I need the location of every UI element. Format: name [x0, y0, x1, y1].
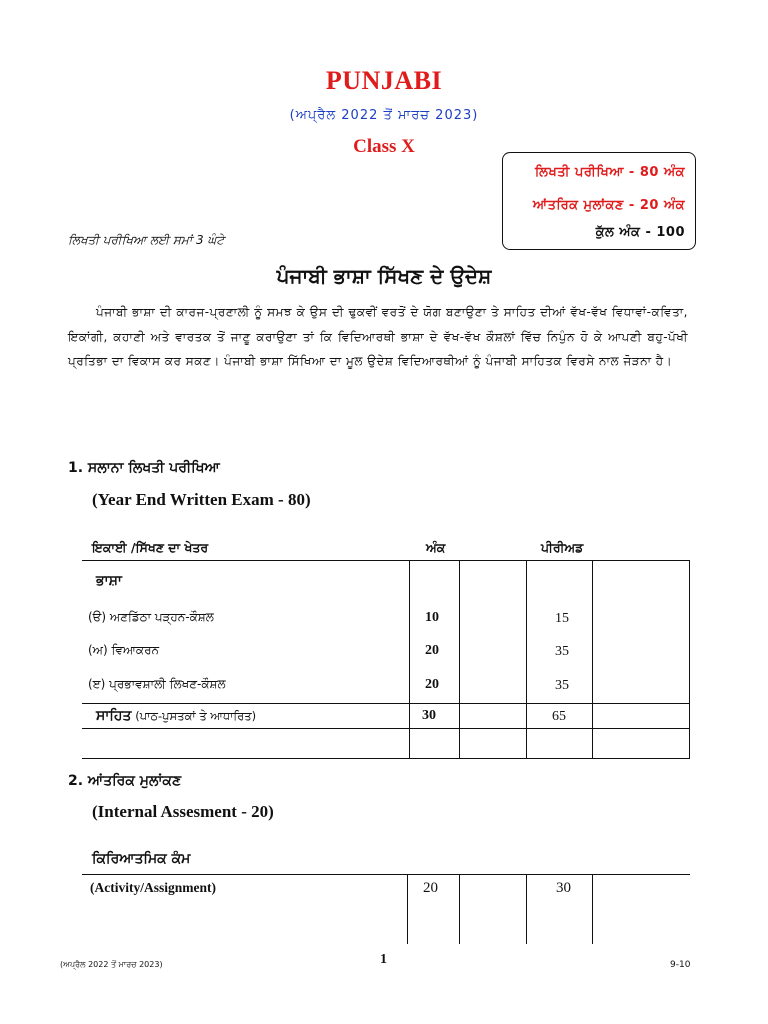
- table-col-line: [409, 560, 410, 758]
- literature-label-note: (ਪਾਠ-ਪੁਸਤਕਾਂ ਤੇ ਆਧਾਰਿਤ): [135, 709, 257, 723]
- table-col-line: [689, 560, 690, 758]
- literature-label: [96, 708, 256, 724]
- table-rule: [82, 758, 690, 759]
- col-head-periods: ਪੀਰੀਅਡ: [541, 540, 584, 555]
- footer-code: 9-10: [670, 960, 691, 970]
- table-col-line: [459, 560, 460, 758]
- table-col-line: [526, 874, 527, 944]
- table-row-label: (ਅ) ਵਿਆਕਰਨ: [88, 643, 160, 657]
- table-rule: [82, 728, 690, 729]
- table-row-marks: 10: [425, 610, 439, 625]
- col-head-unit: ਇਕਾਈ /ਸਿੱਖਣ ਦਾ ਖੇਤਰ: [92, 540, 209, 555]
- table-row-label: (ੳ) ਅਣਡਿੱਠਾ ਪੜ੍ਹਨ-ਕੌਸ਼ਲ: [88, 610, 214, 624]
- class-label: Class X: [353, 136, 415, 157]
- section1-subtitle: (Year End Written Exam - 80): [92, 490, 311, 509]
- table-row-marks: 20: [425, 643, 439, 658]
- table-rule: [82, 703, 690, 704]
- literature-label-main: ਸਾਹਿਤ: [96, 708, 132, 724]
- table-row-periods: 35: [555, 678, 569, 693]
- section2-subtitle: (Internal Assesment - 20): [92, 802, 274, 821]
- literature-periods: 65: [552, 709, 566, 724]
- table-row-marks: 20: [425, 677, 439, 692]
- table-col-line: [459, 874, 460, 944]
- table-rule: [82, 874, 690, 875]
- total-marks: ਕੁੱਲ ਅੰਕ - 100: [595, 225, 685, 240]
- table-row-periods: 15: [555, 611, 569, 626]
- written-marks: ਲਿਖਤੀ ਪਰੀਖਿਆ - 80 ਅੰਕ: [534, 165, 685, 180]
- objectives-paragraph: ਪੰਜਾਬੀ ਭਾਸ਼ਾ ਦੀ ਕਾਰਜ-ਪ੍ਰਣਾਲੀ ਨੂੰ ਸਮਝ ਕੇ ਉਸ ਦੀ ਢੁਕਵੀਂ ਵਰਤੋਂ ਦੇ ਯੋਗ ਬਣਾਉਣਾ ਤੇ ਸਾਹਿਤ ਦੀਆਂ ਵੱਖ-ਵੱਖ ਵਿਧਾਵਾਂ-ਕਵਿਤਾ, ਇਕਾਂਗੀ, ਕਹਾਣੀ ਅਤੇ ਵਾਰਤਕ ਤੋਂ ਜਾਣੂ ਕਰਾਉਣਾ ਤਾਂ ਕਿ ਵਿਦਿਆਰਥੀ ਭਾਸ਼ਾ ਦੇ ਵੱਖ-ਵੱਖ ਕੌਸ਼ਲਾਂ ਵਿੱਚ ਨਿਪੁੰਨ ਹੋ ਕੇ ਆਪਣੀ ਬਹੁ-ਪੱਖੀ ਪ੍ਰਤਿਭਾ ਦਾ ਵਿਕਾਸ ਕਰ ਸਕਣ। ਪੰਜਾਬੀ ਭਾਸ਼ਾ ਸਿੱਖਿਆ ਦਾ ਮੂਲ ਉਦੇਸ਼ ਵਿਦਿਆਰਥੀਆਂ ਨੂੰ ਪੰਜਾਬੀ ਸਾਹਿਤਕ ਵਿਰਸੇ ਨਾਲ ਜੋੜਨਾ ਹੈ।: [68, 305, 688, 368]
- table-col-line: [407, 874, 408, 944]
- activity-marks: 20: [423, 880, 438, 896]
- session-dates: (ਅਪ੍ਰੈਲ 2022 ਤੋਂ ਮਾਰਚ 2023): [289, 108, 479, 123]
- table-col-line: [592, 560, 593, 758]
- literature-marks: 30: [422, 708, 436, 723]
- language-label: ਭਾਸ਼ਾ: [96, 573, 122, 589]
- col-head-marks: ਅੰਕ: [426, 540, 446, 555]
- activity-label: (Activity/Assignment): [90, 880, 216, 895]
- table-row-label: (ੲ) ਪ੍ਰਭਾਵਸ਼ਾਲੀ ਲਿਖਣ-ਕੌਸ਼ਲ: [88, 677, 226, 691]
- activity-heading: ਕਿਰਿਆਤਮਿਕ ਕੰਮ: [92, 851, 191, 867]
- activity-periods: 30: [556, 880, 571, 896]
- marks-summary-box: [502, 152, 696, 250]
- page-number: 1: [380, 952, 387, 967]
- exam-time-note: ਲਿਖਤੀ ਪਰੀਖਿਆ ਲਈ ਸਮਾਂ 3 ਘੰਟੇ: [68, 233, 225, 247]
- table-rule: [82, 560, 690, 561]
- page-title: PUNJABI: [325, 66, 443, 95]
- table-col-line: [592, 874, 593, 944]
- section1-title: 1. ਸਲਾਨਾ ਲਿਖਤੀ ਪਰੀਖਿਆ: [68, 460, 220, 476]
- section2-title: 2. ਆਂਤਰਿਕ ਮੁਲਾਂਕਣ: [68, 773, 182, 789]
- footer-session: (ਅਪ੍ਰੈਲ 2022 ਤੋਂ ਮਾਰਚ 2023): [60, 960, 163, 969]
- table-row-periods: 35: [555, 644, 569, 659]
- internal-marks: ਆਂਤਰਿਕ ਮੁਲਾਂਕਣ - 20 ਅੰਕ: [532, 198, 685, 213]
- table-col-line: [526, 560, 527, 758]
- objectives-heading: ਪੰਜਾਬੀ ਭਾਸ਼ਾ ਸਿੱਖਣ ਦੇ ਉਦੇਸ਼: [276, 264, 492, 288]
